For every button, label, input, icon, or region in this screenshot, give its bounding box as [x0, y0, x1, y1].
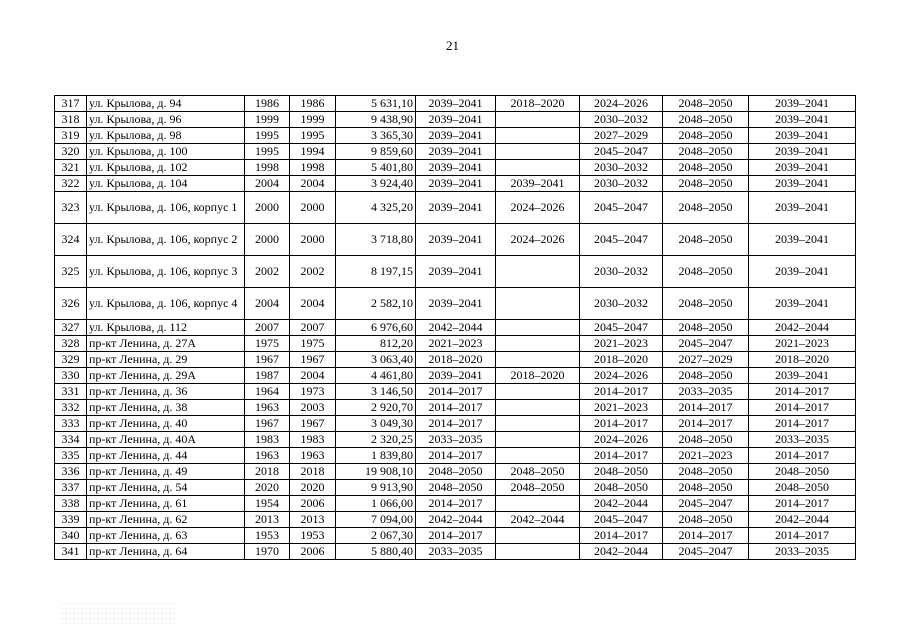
area-cell: 5 401,80: [336, 160, 416, 176]
period-cell-4: 2048–2050: [663, 512, 749, 528]
address-cell: ул. Крылова, д. 104: [87, 176, 245, 192]
table-row: [55, 160, 856, 176]
address-cell: пр-кт Ленина, д. 61: [87, 496, 245, 512]
row-number-cell: 332: [55, 400, 87, 416]
period-cell-4: 2033–2035: [663, 384, 749, 400]
address-cell: ул. Крылова, д. 112: [87, 320, 245, 336]
period-cell-2: [496, 112, 580, 128]
commission-year-cell: 2004: [290, 176, 336, 192]
period-cell-2: 2042–2044: [496, 512, 580, 528]
commission-year-cell: 2007: [290, 320, 336, 336]
area-cell: 2 067,30: [336, 528, 416, 544]
period-cell-5: 2021–2023: [749, 336, 856, 352]
commission-year-cell: 1975: [290, 336, 336, 352]
build-year-cell: 2013: [245, 512, 290, 528]
table-row: [55, 544, 856, 560]
address-cell: ул. Крылова, д. 106, корпус 4: [87, 288, 245, 320]
period-cell-4: 2014–2017: [663, 400, 749, 416]
area-cell: 4 461,80: [336, 368, 416, 384]
address-cell: ул. Крылова, д. 106, корпус 2: [87, 224, 245, 256]
period-cell-5: 2039–2041: [749, 96, 856, 112]
period-cell-1: 2033–2035: [416, 544, 496, 560]
period-cell-5: 2014–2017: [749, 528, 856, 544]
table-row: [55, 224, 856, 256]
address-cell: ул. Крылова, д. 102: [87, 160, 245, 176]
build-year-cell: 1970: [245, 544, 290, 560]
building-schedule-table: [54, 95, 856, 560]
period-cell-5: 2048–2050: [749, 464, 856, 480]
period-cell-3: 2021–2023: [580, 336, 663, 352]
row-number-cell: 317: [55, 96, 87, 112]
address-cell: пр-кт Ленина, д. 54: [87, 480, 245, 496]
period-cell-4: 2048–2050: [663, 96, 749, 112]
period-cell-3: 2024–2026: [580, 96, 663, 112]
table-row: [55, 128, 856, 144]
period-cell-2: 2048–2050: [496, 480, 580, 496]
area-cell: 9 913,90: [336, 480, 416, 496]
commission-year-cell: 2004: [290, 288, 336, 320]
commission-year-cell: 2004: [290, 368, 336, 384]
period-cell-2: [496, 544, 580, 560]
period-cell-2: 2018–2020: [496, 96, 580, 112]
table-row: [55, 336, 856, 352]
build-year-cell: 1983: [245, 432, 290, 448]
period-cell-3: 2045–2047: [580, 320, 663, 336]
table-row: [55, 512, 856, 528]
period-cell-2: [496, 432, 580, 448]
period-cell-4: 2048–2050: [663, 192, 749, 224]
period-cell-4: 2045–2047: [663, 496, 749, 512]
row-number-cell: 338: [55, 496, 87, 512]
period-cell-1: 2014–2017: [416, 528, 496, 544]
period-cell-4: 2048–2050: [663, 288, 749, 320]
address-cell: пр-кт Ленина, д. 40А: [87, 432, 245, 448]
build-year-cell: 1998: [245, 160, 290, 176]
period-cell-2: 2018–2020: [496, 368, 580, 384]
period-cell-2: [496, 128, 580, 144]
period-cell-4: 2045–2047: [663, 544, 749, 560]
period-cell-1: 2039–2041: [416, 144, 496, 160]
row-number-cell: 321: [55, 160, 87, 176]
row-number-cell: 326: [55, 288, 87, 320]
period-cell-3: 2014–2017: [580, 416, 663, 432]
period-cell-1: 2014–2017: [416, 400, 496, 416]
row-number-cell: 340: [55, 528, 87, 544]
table-row: [55, 192, 856, 224]
row-number-cell: 333: [55, 416, 87, 432]
row-number-cell: 323: [55, 192, 87, 224]
period-cell-4: 2048–2050: [663, 256, 749, 288]
area-cell: 2 582,10: [336, 288, 416, 320]
build-year-cell: 1995: [245, 128, 290, 144]
period-cell-1: 2042–2044: [416, 320, 496, 336]
area-cell: 812,20: [336, 336, 416, 352]
period-cell-4: 2048–2050: [663, 432, 749, 448]
row-number-cell: 339: [55, 512, 87, 528]
area-cell: 9 859,60: [336, 144, 416, 160]
period-cell-3: 2030–2032: [580, 288, 663, 320]
area-cell: 3 146,50: [336, 384, 416, 400]
build-year-cell: 2000: [245, 192, 290, 224]
commission-year-cell: 2003: [290, 400, 336, 416]
period-cell-3: 2048–2050: [580, 464, 663, 480]
period-cell-2: [496, 336, 580, 352]
period-cell-5: 2018–2020: [749, 352, 856, 368]
build-year-cell: 1963: [245, 400, 290, 416]
period-cell-2: [496, 400, 580, 416]
period-cell-4: 2048–2050: [663, 112, 749, 128]
period-cell-4: 2048–2050: [663, 480, 749, 496]
address-cell: пр-кт Ленина, д. 38: [87, 400, 245, 416]
address-cell: пр-кт Ленина, д. 63: [87, 528, 245, 544]
address-cell: пр-кт Ленина, д. 44: [87, 448, 245, 464]
period-cell-1: 2039–2041: [416, 368, 496, 384]
table-row: [55, 176, 856, 192]
period-cell-4: 2014–2017: [663, 416, 749, 432]
table-row: [55, 416, 856, 432]
area-cell: 3 365,30: [336, 128, 416, 144]
period-cell-5: 2039–2041: [749, 192, 856, 224]
period-cell-5: 2039–2041: [749, 288, 856, 320]
period-cell-1: 2048–2050: [416, 480, 496, 496]
build-year-cell: 1995: [245, 144, 290, 160]
build-year-cell: 2004: [245, 288, 290, 320]
table-row: [55, 464, 856, 480]
address-cell: пр-кт Ленина, д. 64: [87, 544, 245, 560]
row-number-cell: 337: [55, 480, 87, 496]
area-cell: 1 066,00: [336, 496, 416, 512]
period-cell-2: [496, 160, 580, 176]
period-cell-4: 2048–2050: [663, 176, 749, 192]
address-cell: ул. Крылова, д. 106, корпус 1: [87, 192, 245, 224]
period-cell-2: [496, 288, 580, 320]
commission-year-cell: 1983: [290, 432, 336, 448]
row-number-cell: 335: [55, 448, 87, 464]
area-cell: 9 438,90: [336, 112, 416, 128]
period-cell-1: 2039–2041: [416, 288, 496, 320]
commission-year-cell: 1967: [290, 352, 336, 368]
table-row: [55, 320, 856, 336]
build-year-cell: 1987: [245, 368, 290, 384]
period-cell-3: 2021–2023: [580, 400, 663, 416]
period-cell-1: 2014–2017: [416, 448, 496, 464]
table-row: [55, 480, 856, 496]
period-cell-4: 2048–2050: [663, 128, 749, 144]
commission-year-cell: 1963: [290, 448, 336, 464]
build-year-cell: 2004: [245, 176, 290, 192]
period-cell-1: 2018–2020: [416, 352, 496, 368]
period-cell-5: 2033–2035: [749, 432, 856, 448]
commission-year-cell: 2018: [290, 464, 336, 480]
build-year-cell: 1953: [245, 528, 290, 544]
faint-stamp-mark: [62, 600, 177, 624]
period-cell-1: 2039–2041: [416, 160, 496, 176]
row-number-cell: 336: [55, 464, 87, 480]
table-row: [55, 448, 856, 464]
row-number-cell: 341: [55, 544, 87, 560]
build-year-cell: 2018: [245, 464, 290, 480]
address-cell: пр-кт Ленина, д. 29: [87, 352, 245, 368]
row-number-cell: 324: [55, 224, 87, 256]
period-cell-3: 2045–2047: [580, 192, 663, 224]
period-cell-4: 2027–2029: [663, 352, 749, 368]
period-cell-5: 2033–2035: [749, 544, 856, 560]
build-year-cell: 2000: [245, 224, 290, 256]
period-cell-5: 2014–2017: [749, 416, 856, 432]
period-cell-4: 2048–2050: [663, 464, 749, 480]
area-cell: 6 976,60: [336, 320, 416, 336]
row-number-cell: 329: [55, 352, 87, 368]
commission-year-cell: 2020: [290, 480, 336, 496]
commission-year-cell: 2006: [290, 496, 336, 512]
table-row: [55, 368, 856, 384]
period-cell-5: 2014–2017: [749, 400, 856, 416]
period-cell-2: [496, 416, 580, 432]
period-cell-1: 2021–2023: [416, 336, 496, 352]
table-row: [55, 432, 856, 448]
page-number: 21: [446, 38, 459, 53]
period-cell-1: 2039–2041: [416, 256, 496, 288]
period-cell-1: 2048–2050: [416, 464, 496, 480]
row-number-cell: 325: [55, 256, 87, 288]
commission-year-cell: 1998: [290, 160, 336, 176]
area-cell: 1 839,80: [336, 448, 416, 464]
period-cell-4: 2021–2023: [663, 448, 749, 464]
period-cell-3: 2030–2032: [580, 256, 663, 288]
commission-year-cell: 1995: [290, 128, 336, 144]
period-cell-2: 2024–2026: [496, 224, 580, 256]
period-cell-1: 2039–2041: [416, 224, 496, 256]
address-cell: пр-кт Ленина, д. 27А: [87, 336, 245, 352]
table-row: [55, 400, 856, 416]
period-cell-1: 2039–2041: [416, 192, 496, 224]
build-year-cell: 2002: [245, 256, 290, 288]
period-cell-2: [496, 448, 580, 464]
row-number-cell: 319: [55, 128, 87, 144]
period-cell-1: 2042–2044: [416, 512, 496, 528]
period-cell-1: 2014–2017: [416, 384, 496, 400]
area-cell: 3 049,30: [336, 416, 416, 432]
build-year-cell: 1975: [245, 336, 290, 352]
period-cell-5: 2039–2041: [749, 144, 856, 160]
period-cell-5: 2014–2017: [749, 384, 856, 400]
area-cell: 3 718,80: [336, 224, 416, 256]
period-cell-3: 2018–2020: [580, 352, 663, 368]
build-year-cell: 1954: [245, 496, 290, 512]
area-cell: 2 320,25: [336, 432, 416, 448]
build-year-cell: 1967: [245, 416, 290, 432]
area-cell: 5 880,40: [336, 544, 416, 560]
period-cell-2: [496, 352, 580, 368]
period-cell-2: [496, 256, 580, 288]
period-cell-3: 2048–2050: [580, 480, 663, 496]
period-cell-5: 2039–2041: [749, 128, 856, 144]
table-row: [55, 144, 856, 160]
area-cell: 2 920,70: [336, 400, 416, 416]
period-cell-3: 2045–2047: [580, 512, 663, 528]
period-cell-3: 2024–2026: [580, 432, 663, 448]
period-cell-5: 2042–2044: [749, 512, 856, 528]
area-cell: 5 631,10: [336, 96, 416, 112]
period-cell-5: 2039–2041: [749, 368, 856, 384]
area-cell: 4 325,20: [336, 192, 416, 224]
period-cell-3: 2045–2047: [580, 144, 663, 160]
period-cell-5: 2039–2041: [749, 160, 856, 176]
commission-year-cell: 1953: [290, 528, 336, 544]
row-number-cell: 320: [55, 144, 87, 160]
period-cell-2: 2024–2026: [496, 192, 580, 224]
table-row: [55, 256, 856, 288]
area-cell: 8 197,15: [336, 256, 416, 288]
period-cell-3: 2014–2017: [580, 528, 663, 544]
address-cell: ул. Крылова, д. 100: [87, 144, 245, 160]
period-cell-3: 2045–2047: [580, 224, 663, 256]
period-cell-5: 2039–2041: [749, 112, 856, 128]
period-cell-4: 2048–2050: [663, 320, 749, 336]
table-row: [55, 112, 856, 128]
period-cell-3: 2014–2017: [580, 448, 663, 464]
period-cell-2: 2048–2050: [496, 464, 580, 480]
period-cell-4: 2048–2050: [663, 224, 749, 256]
period-cell-3: 2030–2032: [580, 160, 663, 176]
address-cell: пр-кт Ленина, д. 36: [87, 384, 245, 400]
build-year-cell: 1963: [245, 448, 290, 464]
period-cell-5: 2014–2017: [749, 496, 856, 512]
period-cell-2: 2039–2041: [496, 176, 580, 192]
row-number-cell: 318: [55, 112, 87, 128]
period-cell-5: 2039–2041: [749, 176, 856, 192]
area-cell: 3 063,40: [336, 352, 416, 368]
address-cell: ул. Крылова, д. 98: [87, 128, 245, 144]
period-cell-3: 2042–2044: [580, 496, 663, 512]
address-cell: пр-кт Ленина, д. 49: [87, 464, 245, 480]
period-cell-1: 2033–2035: [416, 432, 496, 448]
period-cell-1: 2014–2017: [416, 496, 496, 512]
period-cell-2: [496, 496, 580, 512]
commission-year-cell: 2000: [290, 224, 336, 256]
period-cell-5: 2039–2041: [749, 224, 856, 256]
commission-year-cell: 2000: [290, 192, 336, 224]
address-cell: ул. Крылова, д. 106, корпус 3: [87, 256, 245, 288]
address-cell: ул. Крылова, д. 96: [87, 112, 245, 128]
address-cell: пр-кт Ленина, д. 29А: [87, 368, 245, 384]
table-body: [55, 96, 856, 560]
period-cell-5: 2042–2044: [749, 320, 856, 336]
commission-year-cell: 1994: [290, 144, 336, 160]
period-cell-3: 2030–2032: [580, 176, 663, 192]
build-year-cell: 2020: [245, 480, 290, 496]
row-number-cell: 327: [55, 320, 87, 336]
period-cell-3: 2027–2029: [580, 128, 663, 144]
period-cell-4: 2048–2050: [663, 144, 749, 160]
area-cell: 7 094,00: [336, 512, 416, 528]
table-row: [55, 352, 856, 368]
period-cell-3: 2024–2026: [580, 368, 663, 384]
commission-year-cell: 1999: [290, 112, 336, 128]
period-cell-2: [496, 384, 580, 400]
commission-year-cell: 1967: [290, 416, 336, 432]
period-cell-4: 2045–2047: [663, 336, 749, 352]
period-cell-4: 2048–2050: [663, 160, 749, 176]
period-cell-3: 2014–2017: [580, 384, 663, 400]
commission-year-cell: 1986: [290, 96, 336, 112]
row-number-cell: 334: [55, 432, 87, 448]
build-year-cell: 1967: [245, 352, 290, 368]
address-cell: пр-кт Ленина, д. 40: [87, 416, 245, 432]
area-cell: 3 924,40: [336, 176, 416, 192]
period-cell-3: 2042–2044: [580, 544, 663, 560]
table-row: [55, 496, 856, 512]
period-cell-1: 2039–2041: [416, 128, 496, 144]
address-cell: ул. Крылова, д. 94: [87, 96, 245, 112]
table-row: [55, 96, 856, 112]
period-cell-3: 2030–2032: [580, 112, 663, 128]
period-cell-1: 2039–2041: [416, 96, 496, 112]
row-number-cell: 331: [55, 384, 87, 400]
table-row: [55, 528, 856, 544]
table-row: [55, 384, 856, 400]
build-year-cell: 1964: [245, 384, 290, 400]
period-cell-5: 2039–2041: [749, 256, 856, 288]
table-row: [55, 288, 856, 320]
period-cell-4: 2048–2050: [663, 368, 749, 384]
commission-year-cell: 1973: [290, 384, 336, 400]
period-cell-1: 2014–2017: [416, 416, 496, 432]
build-year-cell: 1999: [245, 112, 290, 128]
period-cell-4: 2014–2017: [663, 528, 749, 544]
row-number-cell: 322: [55, 176, 87, 192]
commission-year-cell: 2006: [290, 544, 336, 560]
commission-year-cell: 2002: [290, 256, 336, 288]
build-year-cell: 1986: [245, 96, 290, 112]
period-cell-1: 2039–2041: [416, 112, 496, 128]
area-cell: 19 908,10: [336, 464, 416, 480]
row-number-cell: 328: [55, 336, 87, 352]
period-cell-1: 2039–2041: [416, 176, 496, 192]
period-cell-5: 2048–2050: [749, 480, 856, 496]
row-number-cell: 330: [55, 368, 87, 384]
period-cell-2: [496, 144, 580, 160]
period-cell-2: [496, 320, 580, 336]
period-cell-2: [496, 528, 580, 544]
period-cell-5: 2014–2017: [749, 448, 856, 464]
build-year-cell: 2007: [245, 320, 290, 336]
commission-year-cell: 2013: [290, 512, 336, 528]
address-cell: пр-кт Ленина, д. 62: [87, 512, 245, 528]
